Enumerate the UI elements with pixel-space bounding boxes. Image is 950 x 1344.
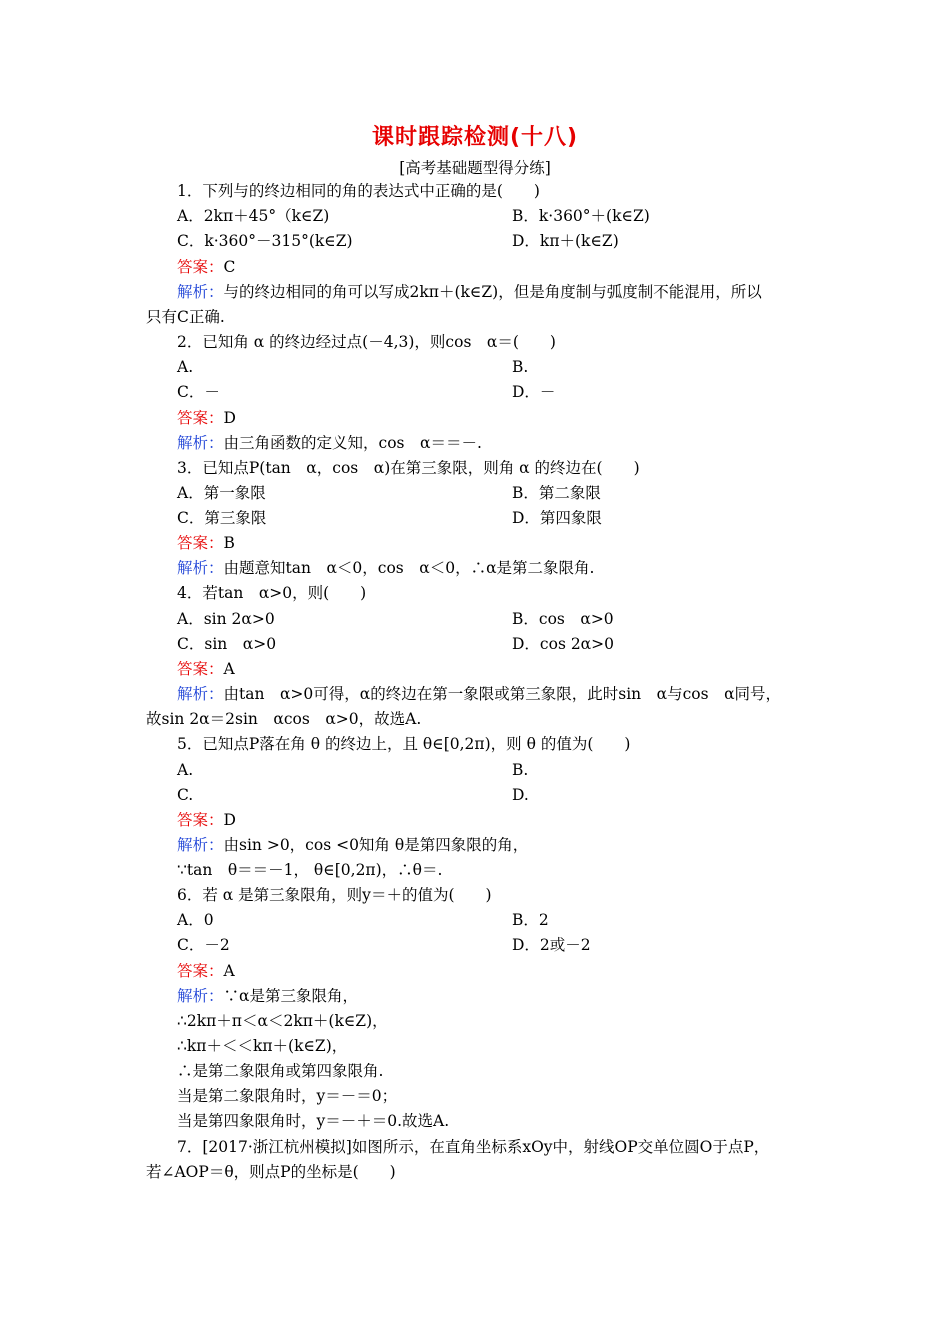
analysis-text: 由tan α>0可得，α的终边在第一象限或第三象限，此时sin α与cos α同号， <box>223 685 782 703</box>
analysis-text: 由sin >0，cos <0知角 θ是第四象限的角， <box>223 836 529 854</box>
analysis-label: 解析： <box>177 283 224 301</box>
question-5-option-b: B. <box>512 761 529 779</box>
question-5-option-d: D. <box>512 786 529 804</box>
question-3-option-a: A．第一象限 <box>177 484 266 502</box>
question-6-analysis-line-5: 当是第二象限角时，y＝－＝0； <box>177 1087 398 1105</box>
analysis-label: 解析： <box>177 987 224 1005</box>
question-4-analysis-cont: 故sin 2α＝2sin αcos α>0，故选A. <box>146 710 422 728</box>
question-2-stem: 2．已知角 α 的终边经过点(－4,3)，则cos α＝( ) <box>177 333 556 351</box>
question-1-answer <box>177 257 235 277</box>
answer-label: 答案： <box>177 811 224 829</box>
question-7-stem: 7．[2017·浙江杭州模拟]如图所示，在直角坐标系xOy中，射线OP交单位圆O于点P， <box>177 1138 770 1156</box>
analysis-text: 与的终边相同的角可以写成2kπ＋(k∈Z)，但是角度制与弧度制不能混用，所以 <box>223 283 762 301</box>
question-2-analysis <box>177 433 482 453</box>
answer-label: 答案： <box>177 409 224 427</box>
question-4-analysis <box>177 684 781 704</box>
question-6-option-b: B．2 <box>512 911 549 929</box>
question-6-option-a: A．0 <box>177 911 214 929</box>
question-2-option-a: A. <box>177 358 194 376</box>
question-1-option-c: C．k·360°－315°(k∈Z) <box>177 232 353 250</box>
question-6-analysis-line-6: 当是第四象限角时，y＝－＋＝0.故选A. <box>177 1112 450 1130</box>
analysis-label: 解析： <box>177 685 224 703</box>
question-4-option-a: A．sin 2α>0 <box>177 610 275 628</box>
answer-label: 答案： <box>177 258 224 276</box>
question-2-option-d: D．－ <box>512 383 556 401</box>
question-4-option-c: C．sin α>0 <box>177 635 277 653</box>
question-1-analysis-cont: 只有C正确. <box>146 308 225 326</box>
question-6-analysis <box>177 986 358 1006</box>
answer-value: D <box>223 811 236 829</box>
question-6-analysis-line-3: ∴kπ＋＜＜kπ＋(k∈Z)， <box>177 1037 348 1055</box>
answer-value: A <box>223 660 235 678</box>
analysis-label: 解析： <box>177 559 224 577</box>
answer-value: A <box>223 962 235 980</box>
question-6-analysis-line-4: ∴是第二象限角或第四象限角. <box>177 1062 384 1080</box>
question-3-answer <box>177 533 235 553</box>
question-1-option-b: B．k·360°＋(k∈Z) <box>512 207 650 225</box>
analysis-text: ∵α是第三象限角， <box>223 987 358 1005</box>
question-5-answer <box>177 810 236 830</box>
question-6-analysis-line-2: ∴2kπ＋π＜α＜2kπ＋(k∈Z)， <box>177 1012 388 1030</box>
analysis-label: 解析： <box>177 434 224 452</box>
question-4-stem: 4．若tan α>0，则( ) <box>177 584 367 602</box>
question-6-option-c: C．－2 <box>177 936 230 954</box>
question-5-stem: 5．已知点P落在角 θ 的终边上，且 θ∈[0,2π)，则 θ 的值为( ) <box>177 735 631 753</box>
answer-value: D <box>223 409 236 427</box>
answer-label: 答案： <box>177 962 224 980</box>
analysis-text: 由题意知tan α＜0，cos α＜0，∴α是第二象限角. <box>223 559 595 577</box>
question-5-analysis <box>177 835 528 855</box>
answer-label: 答案： <box>177 534 224 552</box>
question-1-stem: 1．下列与的终边相同的角的表达式中正确的是( ) <box>177 182 540 200</box>
answer-value: C <box>223 258 236 276</box>
question-6-option-d: D．2或－2 <box>512 936 591 954</box>
question-2-option-c: C．－ <box>177 383 220 401</box>
question-5-option-a: A. <box>177 761 194 779</box>
analysis-text: 由三角函数的定义知，cos α＝＝－. <box>223 434 482 452</box>
question-6-answer <box>177 961 235 981</box>
question-3-stem: 3．已知点P(tan α，cos α)在第三象限，则角 α 的终边在( ) <box>177 459 640 477</box>
question-7-stem-cont: 若∠AOP＝θ，则点P的坐标是( ) <box>146 1163 396 1181</box>
question-4-answer <box>177 659 235 679</box>
question-5-analysis-cont: ∵tan θ＝＝－1， θ∈[0,2π)，∴θ＝. <box>177 861 443 879</box>
question-3-analysis <box>177 558 595 578</box>
page-subtitle: [高考基础题型得分练] <box>399 159 551 177</box>
question-1-option-a: A．2kπ＋45°（k∈Z) <box>177 207 330 225</box>
question-4-option-d: D．cos 2α>0 <box>512 635 614 653</box>
answer-value: B <box>223 534 235 552</box>
question-4-option-b: B．cos α>0 <box>512 610 614 628</box>
question-5-option-c: C. <box>177 786 194 804</box>
answer-label: 答案： <box>177 660 224 678</box>
question-3-option-c: C．第三象限 <box>177 509 267 527</box>
question-3-option-b: B．第二象限 <box>512 484 601 502</box>
page-title: 课时跟踪检测(十八) <box>371 125 579 150</box>
analysis-label: 解析： <box>177 836 224 854</box>
question-1-analysis <box>177 282 762 302</box>
question-2-option-b: B. <box>512 358 529 376</box>
question-2-answer <box>177 408 236 428</box>
question-6-stem: 6．若 α 是第三象限角，则y＝＋的值为( ) <box>177 886 492 904</box>
question-1-option-d: D．kπ＋(k∈Z) <box>512 232 619 250</box>
question-3-option-d: D．第四象限 <box>512 509 602 527</box>
